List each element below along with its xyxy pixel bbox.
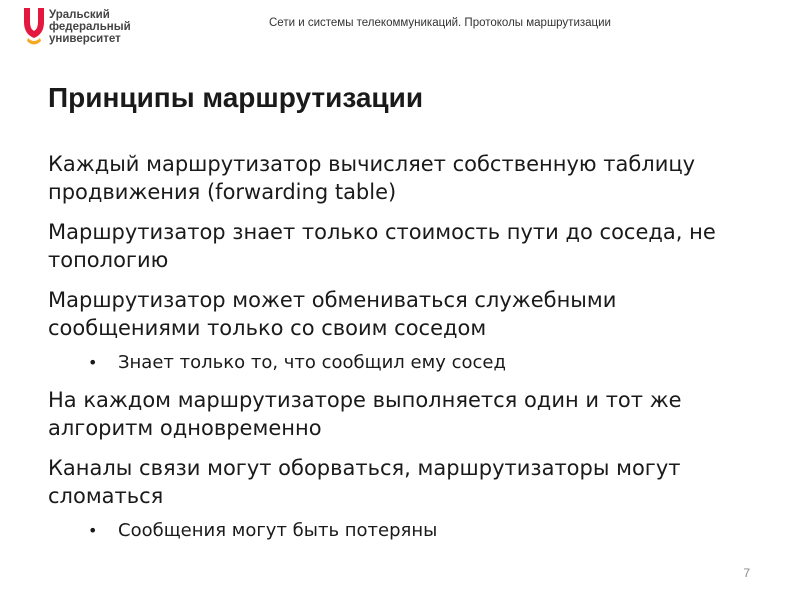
logo-line-1: Уральский	[49, 9, 110, 21]
paragraph-3: Маршрутизатор может обмениваться служебными сообщениями только со своим соседом	[48, 288, 617, 340]
slide-header: Сети и системы телекоммуникаций. Протоколы маршрутизации	[269, 17, 611, 29]
bullet-icon: •	[88, 353, 98, 372]
bullet-item-1	[88, 350, 768, 376]
paragraph-4: На каждом маршрутизаторе выполняется один и тот же алгоритм одновременно	[48, 388, 682, 440]
logo-line-2: федеральный	[49, 21, 131, 33]
bullet-text-1: Знает только то, что сообщил ему сосед	[118, 352, 506, 373]
paragraph-1: Каждый маршрутизатор вычисляет собственную таблицу продвижения (forwarding table)	[48, 152, 696, 204]
bullet-text-2: Сообщения могут быть потеряны	[118, 520, 438, 541]
slide-title: Принципы маршрутизации	[48, 82, 424, 113]
page-number: 7	[743, 566, 750, 580]
paragraph-5: Каналы связи могут оборваться, маршрутизаторы могут сломаться	[48, 456, 681, 508]
bullet-icon: •	[88, 521, 98, 540]
paragraph-2: Маршрутизатор знает только стоимость пути до соседа, не топологию	[48, 220, 716, 272]
bullet-item-2	[88, 518, 768, 544]
logo-line-3: университет	[49, 33, 121, 45]
slide-content	[48, 150, 768, 554]
